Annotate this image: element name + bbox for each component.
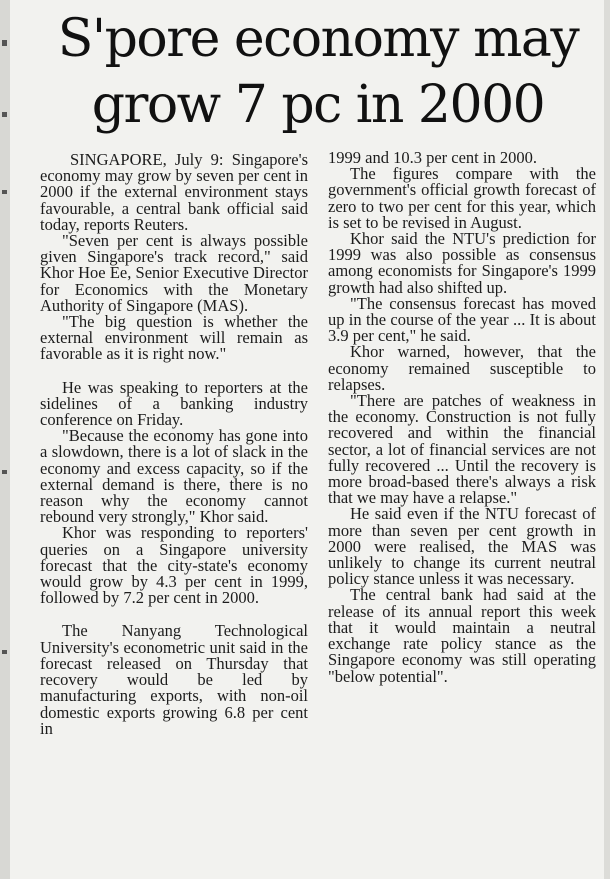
paragraph: "There are patches of weakness in the economy. Construction is not fully recovered and within the financial sector, a lot of financial services are not fully recovered ... Until the recovery is more broad-based there's always a risk that we may have a relapse." — [328, 391, 596, 508]
clipping-edge-mark — [2, 470, 7, 474]
paragraph: The Nanyang Technological University's econometric unit said in the forecast released on Thursday that recovery would be led by manufacturing exports, with non-oil domestic exports growing 6.8 per cent in — [40, 621, 308, 738]
clipping-edge-mark — [2, 650, 7, 654]
paragraph: The figures compare with the government's official growth forecast of zero to two per cent for this year, which is set to be revised in August. — [328, 164, 596, 232]
paragraph: "Seven per cent is always possible given Singapore's track record," said Khor Hoe Ee, Senior Executive Director for Economics with the Monetary Authority of Singapore (MAS). — [40, 231, 308, 315]
paragraph: He was speaking to reporters at the sidelines of a banking industry conference on Friday. — [40, 377, 308, 430]
paragraph: 1999 and 10.3 per cent in 2000. — [328, 148, 537, 167]
paragraph: "The big question is whether the external environment will remain as favorable as it is right now." — [40, 312, 308, 364]
clipping-edge-mark — [2, 190, 7, 194]
paragraph: "Because the economy has gone into a slowdown, there is a lot of slack in the economy and excess capacity, so if the external demand is there, there is no reason why the economy cannot rebound very strongly," Khor said. — [40, 426, 308, 527]
paragraph: "The consensus forecast has moved up in the course of the year ... It is about 3.9 per cent," he said. — [328, 293, 596, 346]
clipping-edge-mark — [2, 112, 7, 117]
paragraph: He said even if the NTU forecast of more than seven per cent growth in 2000 were realised, the MAS was unlikely to change its current neutral policy stance unless it was necessary. — [328, 504, 596, 589]
paragraph: Khor was responding to reporters' queries on a Singapore university forecast that the city-state's economy would grow by 4.3 per cent in 1999, followed by 7.2 per cent in 2000. — [40, 523, 308, 608]
paragraph: Khor said the NTU's prediction for 1999 was also possible as consensus among economists for Singapore's 1999 growth had also shifted up. — [328, 229, 596, 297]
clipping-edge-mark — [2, 40, 7, 46]
headline: S'pore economy may grow 7 pc in 2000 — [57, 9, 579, 135]
paragraph: Khor warned, however, that the economy remained susceptible to relapses. — [328, 342, 596, 394]
paragraph: The central bank had said at the release of its annual report this week that it would maintain a neutral exchange rate policy stance as the Singapore economy was still operating "below potential". — [328, 585, 596, 686]
article-column-right — [328, 150, 596, 685]
article-column-left — [40, 152, 308, 737]
paragraph: SINGAPORE, July 9: Singapore's economy may grow by seven per cent in 2000 if the external environment stays favourable, a central bank official said today, reports Reuters. — [40, 150, 308, 234]
